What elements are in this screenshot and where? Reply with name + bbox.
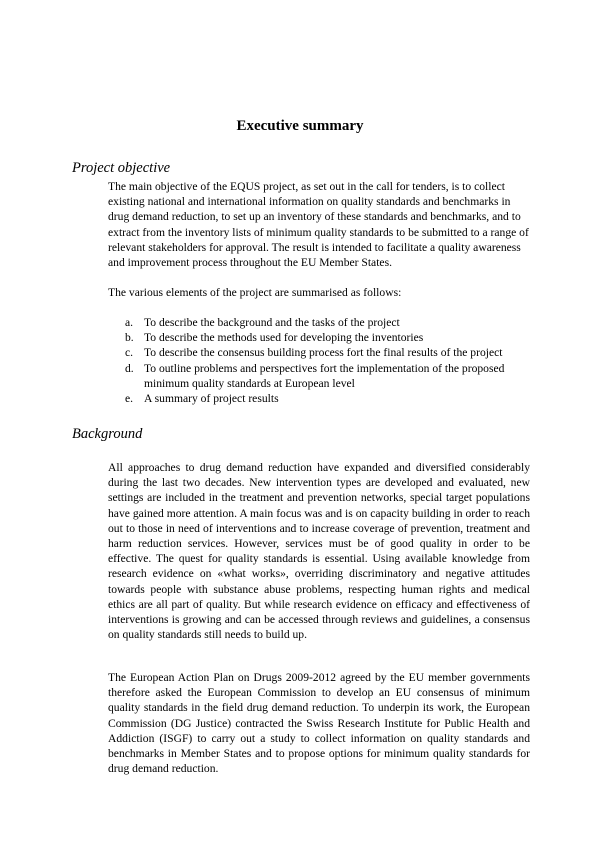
list-marker: e. <box>125 392 134 406</box>
list-item-text: To outline problems and perspectives fort the implementation of the proposed minimum quality standards at European level <box>144 361 505 390</box>
list-marker: b. <box>125 331 134 345</box>
heading-background: Background <box>72 426 143 442</box>
list-marker: d. <box>125 361 134 375</box>
heading-project-objective: Project objective <box>72 160 171 176</box>
list-item <box>108 330 530 345</box>
list-item <box>108 315 530 330</box>
list-item <box>108 391 530 406</box>
objective-paragraph: The main objective of the EQUS project, as set out in the call for tenders, is to collect existing national and international information on quality standards and benchmarks in drug demand reduction, to set up an inventory of these standards and benchmarks, and to extract from the inventory lists of minimum quality standards to be submitted to a range of relevant stakeholders for approval. The result is intended to facilitate a quality awareness and improvement process throughout the EU Member States. <box>108 180 529 270</box>
page-title: Executive summary <box>236 118 364 134</box>
background-paragraph: All approaches to drug demand reduction have expanded and diversified considerably during the last two decades. New intervention types are developed and evaluated, new settings are included in the treatment and prevention networks, special target populations have gained more attention. A main focus was and is on capacity building in order to reach out to those in need of interventions and to increase coverage of prevention, treatment and harm reduction services. However, services must be of good quality in order to be effective. The quest for quality standards is essential. Using available knowledge from research evidence on «what works», overriding discriminatory and negative attitudes towards people with substance abuse problems, respecting human rights and medical ethics are all part of quality. But while research evidence on efficacy and effectiveness of interventions is growing and can be accessed through reviews and guidelines, a consensus on quality standards still needs to build up. <box>108 461 530 642</box>
elements-intro-paragraph: The various elements of the project are summarised as follows: <box>108 286 402 299</box>
list-item <box>108 345 530 360</box>
list-item-text: To describe the background and the tasks of the project <box>144 316 400 329</box>
list-item-text: To describe the methods used for developing the inventories <box>144 331 424 345</box>
list-item <box>108 361 530 391</box>
list-marker: a. <box>125 316 134 329</box>
action-plan-paragraph: The European Action Plan on Drugs 2009-2012 agreed by the EU member governments therefore asked the European Commission to develop an EU consensus of minimum quality standards in the field drug demand reduction. To underpin its work, the European Commission (DG Justice) contracted the Swiss Research Institute for Public Health and Addiction (ISGF) to carry out a study to collect information on quality standards and benchmarks in Member States and to propose options for minimum quality standards for drug demand reduction. <box>108 671 530 776</box>
list-item-text: To describe the consensus building process fort the final results of the project <box>144 346 503 360</box>
project-elements-list <box>108 315 530 406</box>
list-marker: c. <box>125 346 134 360</box>
list-item-text: A summary of project results <box>144 392 279 406</box>
